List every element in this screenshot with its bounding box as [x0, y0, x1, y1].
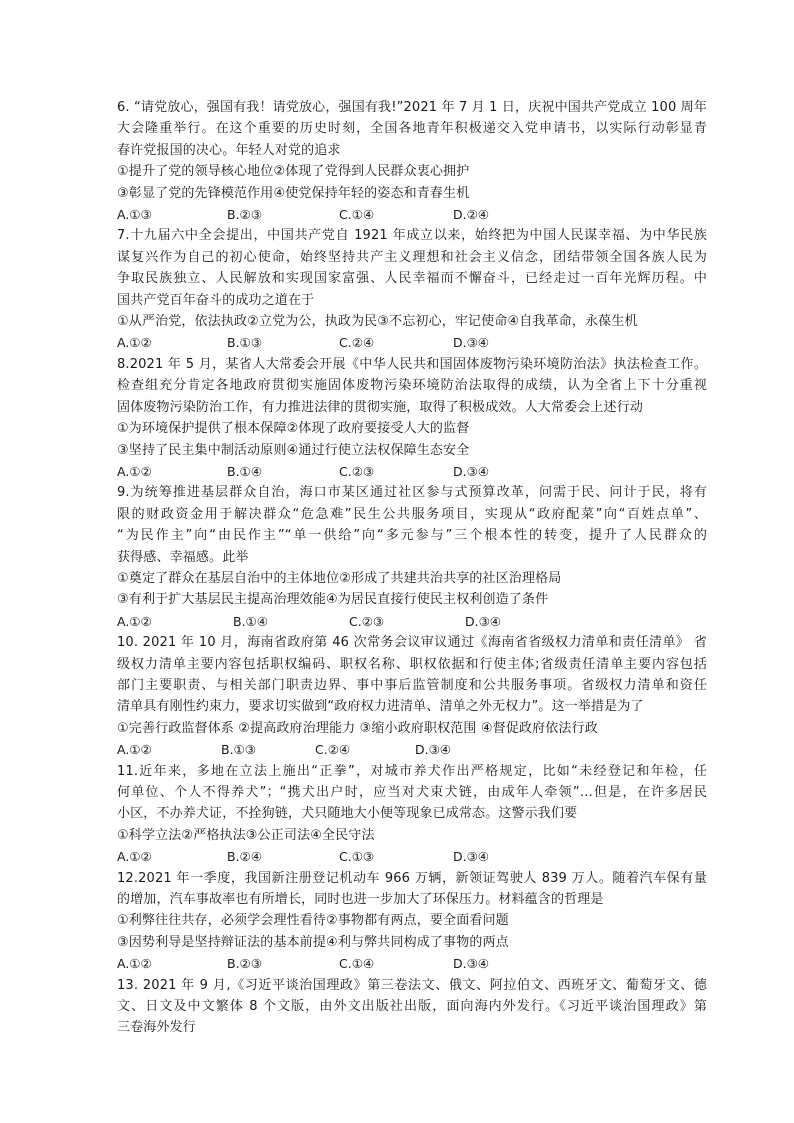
option-c[interactable]: C.②③: [339, 463, 375, 479]
option-c[interactable]: C.①④: [339, 207, 375, 223]
statement-line: ①为环境保护提供了根本保障②体现了政府要接受人大的监督: [117, 421, 470, 437]
question-13: [117, 975, 707, 1039]
question-10: [117, 632, 707, 760]
question-text-line: 谋复兴作为自己的初心使命，始终坚持共产主义理想和社会主义信念，团结带领全国各族人民为: [117, 249, 707, 265]
option-b[interactable]: B.①③: [227, 335, 262, 351]
option-c[interactable]: C.②④: [339, 335, 375, 351]
option-a[interactable]: A.①②: [117, 742, 152, 758]
question-text-line: 限的财政资金用于解决群众“危急难”民生公共服务项目，实现从“政府配菜”向“百姓点单”、: [117, 506, 707, 522]
question-text-line: “为民作主”向“由民作主”“单一供给”向“多元参与”三个根本性的转变，提升了人民群众的: [117, 528, 707, 544]
option-a[interactable]: A.①②: [117, 613, 152, 629]
statement-line: ①利弊往往共存，必须学会理性看待②事物都有两点，要全面看问题: [117, 913, 509, 929]
question-7: [117, 225, 707, 353]
answer-options: [117, 332, 707, 353]
question-text-line: 7.十九届六中全会提出，中国共产党自 1921 年成立以来，始终把为中国人民谋幸福、为中华民族: [117, 228, 707, 244]
question-text-line: 检查组充分肯定各地政府贯彻实施固体废物污染环境防治法取得的成绩，认为全省上下十分重视: [117, 378, 707, 394]
option-c[interactable]: C.②④: [315, 742, 351, 758]
document-page: [117, 97, 707, 1039]
option-d[interactable]: D.②④: [453, 207, 490, 223]
statement-line: ③坚持了民主集中制活动原则④通过行使立法权保障生态安全: [117, 442, 470, 458]
question-text-line: 8.2021 年 5 月，某省人大常委会开展《中华人民共和国固体废物污染环境防治法》执法检查工作。: [117, 356, 707, 372]
option-b[interactable]: B.②④: [227, 849, 262, 865]
option-d[interactable]: D.③④: [453, 849, 490, 865]
question-8: [117, 354, 707, 482]
option-a[interactable]: A.①②: [117, 849, 152, 865]
option-b[interactable]: B.①③: [221, 742, 256, 758]
question-6: [117, 97, 707, 225]
option-a[interactable]: A.①②: [117, 335, 152, 351]
option-c[interactable]: C.②③: [349, 613, 385, 629]
option-a[interactable]: A.①②: [117, 956, 152, 972]
option-d[interactable]: D.③④: [453, 463, 490, 479]
option-a[interactable]: A.①②: [117, 463, 152, 479]
question-text-line: 6. “请党放心，强国有我！请党放心，强国有我!”2021 年 7 月 1 日，庆祝中国共产党成立 100 周年: [117, 100, 707, 115]
question-text-line: 9.为统筹推进基层群众自治，海口市某区通过社区参与式预算改革，问需于民、问计于民，将有: [117, 485, 707, 501]
answer-options: [117, 204, 707, 225]
question-11: [117, 761, 707, 868]
question-text-line: 文、日文及中文繁体 8 个文版，由外文出版社出版，面向海内外发行。《习近平谈治国理政》第: [117, 999, 707, 1015]
statement-line: ①从严治党，依法执政②立党为公，执政为民③不忘初心，牢记使命④自我革命，永葆生机: [117, 314, 638, 330]
answer-options: [117, 461, 707, 482]
question-text-line: 11.近年来，多地在立法上施出“正拳”，对城市养犬作出严格规定，比如“未经登记和年检，任: [117, 763, 707, 779]
question-text-line: 三卷海外发行: [117, 1020, 196, 1036]
option-d[interactable]: D.③④: [465, 613, 502, 629]
option-b[interactable]: B.②③: [227, 207, 262, 223]
question-text-line: 国共产党百年奋斗的成功之道在于: [117, 292, 315, 308]
statement-line: ①提升了党的领导核心地位②体现了党得到人民群众衷心拥护: [117, 164, 470, 180]
option-d[interactable]: D.③④: [453, 956, 490, 972]
question-text-line: 何单位、个人不得养犬”；“携犬出户时，应当对犬束犬链，由成年人牵领”…但是，在许多居民: [117, 785, 707, 800]
option-b[interactable]: B.①④: [233, 613, 268, 629]
question-text-line: 获得感、幸福感。此举: [117, 549, 249, 565]
question-text-line: 12.2021 年一季度，我国新注册登记机动车 966 万辆，新领证驾驶人 839 万人。随着汽车保有量: [117, 870, 707, 886]
answer-options: [117, 739, 707, 760]
question-text-line: 小区，不办养犬证，不拴狗链，犬只随地大小便等现象已成常态。这警示我们要: [117, 806, 578, 822]
question-text-line: 清单具有刚性约束力，要求切实做到“政府权力进清单、清单之外无权力”。这一举措是为了: [117, 699, 644, 715]
question-text-line: 10. 2021 年 10 月，海南省政府第 46 次常务会议审议通过《海南省省级权力清单和责任清单》 省: [117, 635, 707, 651]
option-d[interactable]: D.③④: [453, 335, 490, 351]
statement-line: ①完善行政监督体系 ②提高政府治理能力 ③缩小政府职权范围 ④督促政府依法行政: [117, 720, 598, 736]
question-text-line: 春许党报国的决心。年轻人对党的追求: [117, 142, 341, 158]
statement-line: ③有利于扩大基层民主提高治理效能④为居民直接行使民主权利创造了条件: [117, 592, 549, 608]
answer-options: [117, 611, 707, 632]
option-c[interactable]: C.①③: [339, 849, 375, 865]
question-text-line: 的增加，汽车事故率也有所增长，同时也进一步加大了环保压力。材料蕴含的哲理是: [117, 892, 604, 908]
statement-line: ③因势利导是坚持辩证法的基本前提④利与弊共同构成了事物的两点: [117, 934, 509, 950]
question-12: [117, 868, 707, 975]
question-text-line: 争取民族独立、人民解放和实现国家富强、人民幸福而不懈奋斗，已经走过一百年光辉历程。中: [117, 271, 707, 287]
question-text-line: 级权力清单主要内容包括职权编码、职权名称、职权依据和行使主体;省级责任清单主要内容包括: [117, 656, 707, 672]
option-a[interactable]: A.①③: [117, 207, 152, 223]
question-text-line: 部门主要职责、与相关部门职责边界、事中事后监管制度和公共服务事项。省级权力清单和资任: [117, 677, 707, 693]
question-text-line: 固体废物污染防治工作，有力推进法律的贯彻实施，取得了积极成效。人大常委会上述行动: [117, 399, 644, 415]
question-text-line: 13. 2021 年 9 月,《习近平谈治国理政》第三卷法文、俄文、阿拉伯文、西班牙文、葡萄牙文、德: [117, 977, 707, 993]
statement-line: ①奠定了群众在基层自治中的主体地位②形成了共建共治共享的社区治理格局: [117, 570, 562, 586]
answer-options: [117, 953, 707, 974]
option-b[interactable]: B.①④: [227, 463, 262, 479]
option-d[interactable]: D.③④: [415, 742, 452, 758]
question-text-line: 大会隆重举行。在这个重要的历史时刻，全国各地青年积极递交入党申请书，以实际行动彰显青: [117, 121, 707, 137]
statement-line: ①科学立法②严格执法③公正司法④全民守法: [117, 827, 375, 843]
question-9: [117, 482, 707, 632]
statement-line: ③彰显了党的先锋模范作用④使党保持年轻的姿态和青春生机: [117, 185, 470, 201]
option-c[interactable]: C.①④: [339, 956, 375, 972]
answer-options: [117, 846, 707, 867]
option-b[interactable]: B.②③: [227, 956, 262, 972]
